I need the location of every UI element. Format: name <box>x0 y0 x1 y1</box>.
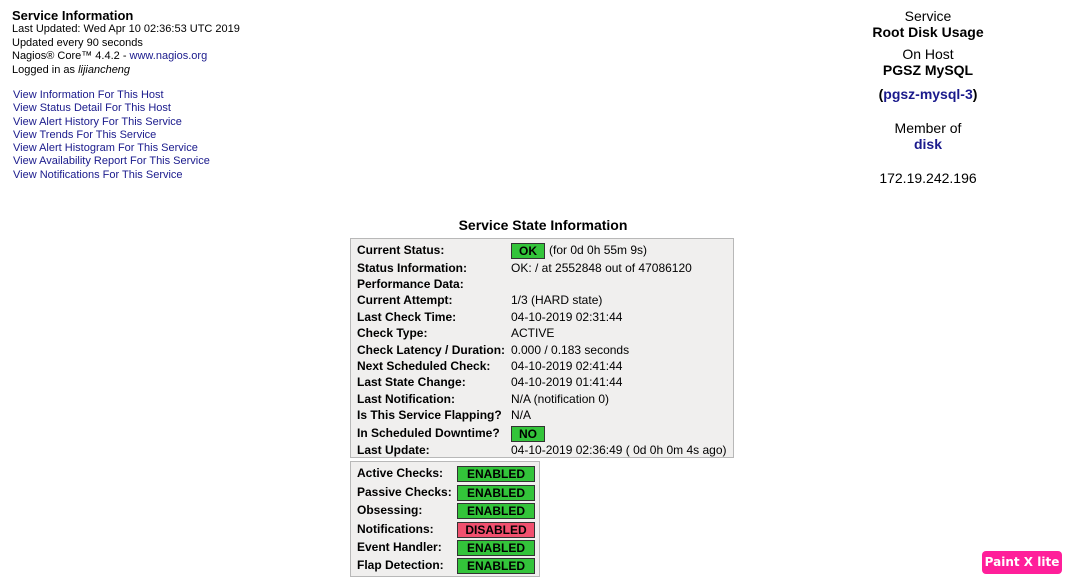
host-name-line: (pgsz-mysql-3) <box>878 86 978 102</box>
version-line <box>12 50 240 64</box>
member-of-label: Member of <box>894 120 962 136</box>
service-host-summary <box>828 8 1028 186</box>
state-value: 04-10-2019 01:41:44 <box>511 375 623 389</box>
host-name-link[interactable]: pgsz-mysql-3 <box>883 86 973 102</box>
link-alert-history[interactable]: View Alert History For This Service <box>13 115 182 128</box>
link-notifications[interactable]: View Notifications For This Service <box>13 168 183 181</box>
state-value: 04-10-2019 02:41:44 <box>511 359 623 373</box>
state-label: Performance Data: <box>357 277 464 291</box>
state-label: In Scheduled Downtime? <box>357 426 500 440</box>
check-label: Notifications: <box>357 522 434 536</box>
state-label: Check Type: <box>357 326 428 340</box>
host-ip: 172.19.242.196 <box>879 170 977 186</box>
state-label: Is This Service Flapping? <box>357 408 502 422</box>
state-value: N/A (notification 0) <box>511 392 610 406</box>
status-ok-badge: OK <box>511 243 545 259</box>
info-box <box>12 8 240 77</box>
link-availability-report[interactable]: View Availability Report For This Service <box>13 155 210 168</box>
state-label: Last Check Time: <box>357 310 457 324</box>
state-label: Current Status: <box>357 243 445 257</box>
state-label: Last State Change: <box>357 375 466 389</box>
username: lijiancheng <box>78 63 131 76</box>
state-label: Check Latency / Duration: <box>357 343 506 357</box>
version-text: Nagios® Core™ 4.4.2 - <box>12 50 130 62</box>
check-status: DISABLED <box>457 522 535 538</box>
state-value: 1/3 (HARD state) <box>511 293 603 307</box>
state-value: (for 0d 0h 55m 9s) <box>549 243 648 257</box>
hostgroup-link[interactable]: disk <box>913 136 942 152</box>
nav-links <box>13 89 210 182</box>
link-host-information[interactable]: View Information For This Host <box>13 89 164 101</box>
link-host-status-detail[interactable]: View Status Detail For This Host <box>13 102 171 115</box>
logged-in-label: Logged in as <box>12 63 79 76</box>
state-label: Last Update: <box>357 443 430 457</box>
state-value: 0.000 / 0.183 seconds <box>511 343 630 357</box>
host-alias: PGSZ MySQL <box>882 62 974 78</box>
link-alert-histogram[interactable]: View Alert Histogram For This Service <box>13 142 198 155</box>
downtime-no-badge: NO <box>511 426 545 442</box>
check-status: ENABLED <box>457 485 535 501</box>
checks-table <box>350 461 540 577</box>
check-status: ENABLED <box>457 558 535 574</box>
state-value: ACTIVE <box>511 326 555 340</box>
check-label: Event Handler: <box>357 540 442 554</box>
state-info-table <box>350 238 734 458</box>
state-value: N/A <box>511 408 532 422</box>
check-label: Obsessing: <box>357 503 423 517</box>
service-name: Root Disk Usage <box>872 24 984 40</box>
link-trends[interactable]: View Trends For This Service <box>13 128 157 141</box>
last-updated: Last Updated: Wed Apr 10 02:36:53 UTC 2019 <box>12 23 240 35</box>
state-value: OK: / at 2552848 out of 47086120 <box>511 261 692 275</box>
state-label: Last Notification: <box>357 392 455 406</box>
service-label: Service <box>904 8 952 24</box>
paint-x-lite-watermark: Paint X lite <box>982 551 1062 574</box>
check-label: Flap Detection: <box>357 558 444 572</box>
page-title: Service Information <box>12 8 134 23</box>
nagios-website-link[interactable]: www.nagios.org <box>129 50 208 62</box>
state-label: Current Attempt: <box>357 293 453 307</box>
state-value: 04-10-2019 02:36:49 ( 0d 0h 0m 4s ago) <box>511 443 727 457</box>
on-host-label: On Host <box>902 46 954 62</box>
state-label: Status Information: <box>357 261 467 275</box>
check-label: Active Checks: <box>357 466 444 480</box>
state-label: Next Scheduled Check: <box>357 359 491 373</box>
state-value: 04-10-2019 02:31:44 <box>511 310 623 324</box>
check-status: ENABLED <box>457 466 535 482</box>
check-label: Passive Checks: <box>357 485 452 499</box>
logged-in-line <box>12 64 240 78</box>
update-interval: Updated every 90 seconds <box>12 36 143 49</box>
check-status: ENABLED <box>457 540 535 556</box>
state-section-title: Service State Information <box>458 217 628 233</box>
check-status: ENABLED <box>457 503 535 519</box>
